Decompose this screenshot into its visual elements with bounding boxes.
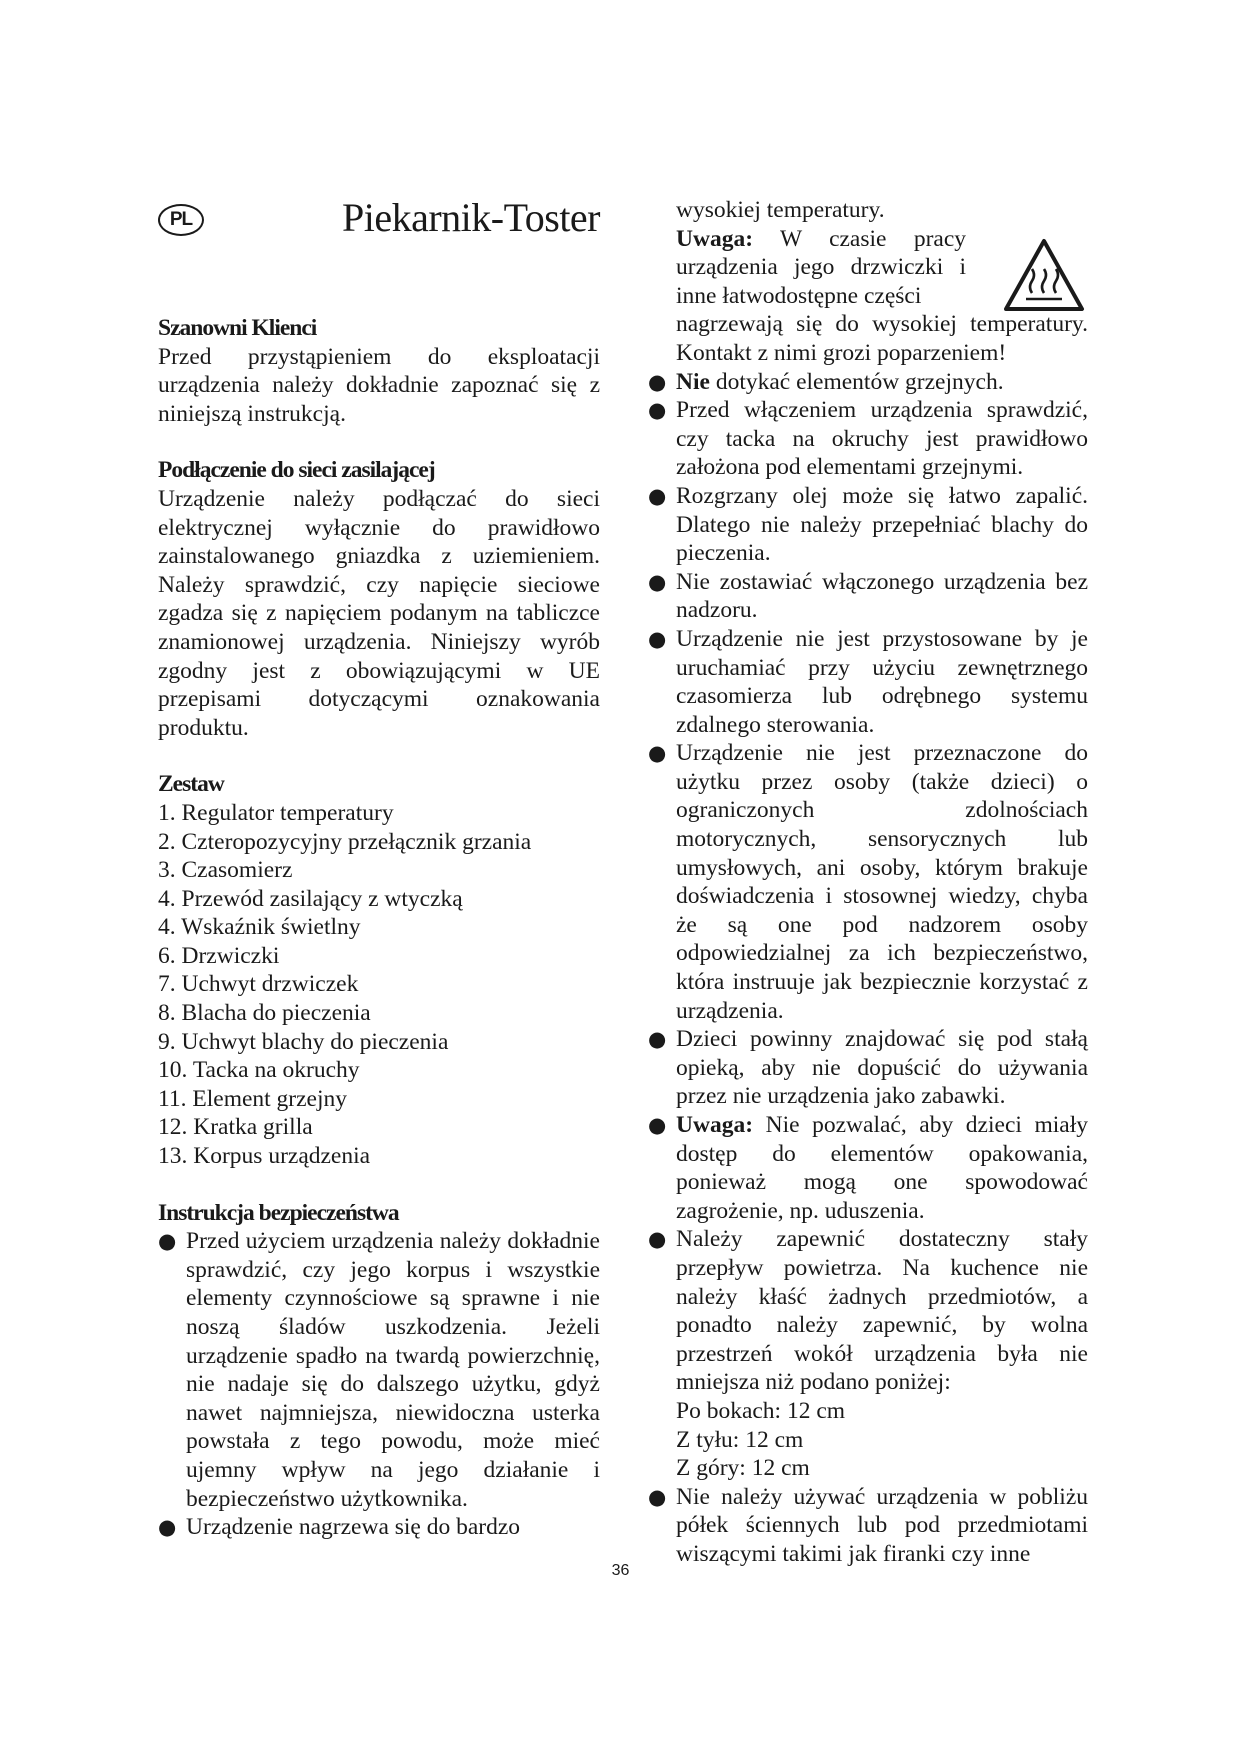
warning-text-a: W czasie pracy urządzenia jego drzwiczki i inne łatwodostępne części — [676, 225, 967, 309]
safety-item — [648, 1111, 1088, 1225]
continued-text: wysokiej temperatury. — [676, 197, 885, 223]
safety-item-text: Przed włączeniem urządzenia sprawdzić, czy tacka na okruchy jest prawidłowo założona pod elementami grzejnymi. — [676, 397, 1088, 481]
no-touch-text: dotykać elementów grzejnych. — [715, 368, 1004, 395]
no-touch-bold: Nie — [676, 368, 710, 395]
warning-text-top — [676, 225, 966, 311]
hot-surface-warning — [648, 225, 1088, 368]
kit-item: 6. Drzwiczki — [158, 942, 280, 969]
warning-label: Uwaga: — [676, 225, 754, 252]
safety-item — [648, 1225, 1088, 1482]
safety-item — [648, 396, 1088, 482]
kit-item: 1. Regulator temperatury — [158, 799, 394, 826]
clearance-line: Z góry: 12 cm — [676, 1455, 810, 1482]
kit-item: 8. Blacha do pieczenia — [158, 1000, 371, 1027]
safety-item-text: Dzieci powinny znajdować się pod stałą opieką, aby nie dopuścić do używania przez nie urządzenia jako zabawki. — [676, 1026, 1088, 1110]
safety-item — [648, 625, 1088, 739]
kit-item: 10. Tacka na okruchy — [158, 1057, 360, 1084]
page-title: Piekarnik-Toster — [341, 195, 600, 240]
bullet-icon: ● — [648, 1227, 667, 1252]
safety-item-text: Nie zostawiać włączonego urządzenia bez nadzoru. — [676, 568, 1088, 624]
safety-item-text: Nie należy używać urządzenia w pobliżu półek ściennych lub pod przedmiotami wiszącymi takimi jak firanki czy inne — [676, 1483, 1088, 1567]
bullet-icon: ● — [648, 626, 667, 651]
safety-item — [648, 1025, 1088, 1111]
power-heading: Podłączenie do sieci zasilającej — [158, 457, 435, 484]
kit-item: 13. Korpus urządzenia — [158, 1143, 371, 1170]
clearance-line: Z tyłu: 12 cm — [676, 1426, 804, 1453]
kit-item: 4. Wskaźnik świetlny — [158, 914, 361, 941]
bullet-icon: ● — [158, 1515, 177, 1540]
safety-item-text: Rozgrzany olej może się łatwo zapalić. Dlatego nie należy przepełniać blachy do pieczenia. — [676, 482, 1088, 567]
bullet-icon: ● — [648, 369, 667, 394]
bullet-icon: ● — [648, 1484, 667, 1509]
left-column — [158, 196, 600, 1542]
language-badge: PL — [158, 204, 204, 236]
bullet-icon: ● — [648, 1027, 667, 1052]
safety-item — [158, 1227, 600, 1513]
safety-item — [158, 1513, 600, 1542]
safety-item — [648, 739, 1088, 1025]
safety-item — [648, 368, 1088, 397]
kit-item: 11. Element grzejny — [158, 1085, 348, 1112]
safety-item — [648, 482, 1088, 568]
right-column — [648, 196, 1088, 1569]
hot-surface-icon — [1002, 237, 1086, 313]
kit-item: 3. Czasomierz — [158, 857, 293, 884]
bullet-icon: ● — [648, 741, 667, 766]
kit-item: 2. Czteropozycyjny przełącznik grzania — [158, 828, 532, 855]
kit-item: 9. Uchwyt blachy do pieczenia — [158, 1028, 449, 1055]
bullet-icon: ● — [648, 569, 667, 594]
kit-item: 12. Kratka grilla — [158, 1114, 313, 1141]
bullet-icon: ● — [648, 1113, 667, 1137]
kit-list — [158, 799, 600, 1171]
page-header — [158, 196, 600, 242]
safety-item — [648, 568, 1088, 625]
bullet-icon: ● — [158, 1229, 177, 1254]
safety-list-left — [158, 1227, 600, 1542]
page-number: 36 — [611, 1562, 630, 1579]
children-warning-label: Uwaga: — [676, 1112, 754, 1138]
intro-heading: Szanowni Klienci — [158, 315, 317, 341]
safety-heading: Instrukcja bezpieczeństwa — [158, 1199, 399, 1226]
kit-heading: Zestaw — [158, 771, 224, 798]
airflow-text: Należy zapewnić dostateczny stały przepływ powietrza. Na kuchence nie należy kłaść żadnych przedmiotów, a ponadto należy zapewnić, by wolna przestrzeń wokół urządzenia była nie mniejsza niż podano poniżej: — [676, 1226, 1088, 1396]
safety-list-right — [648, 368, 1088, 1569]
safety-item-text: Przed użyciem urządzenia należy dokładnie sprawdzić, czy jego korpus i wszystkie elementy czynnościowe są sprawne i nie noszą śladów uszkodzenia. Jeżeli urządzenie spadło na twardą powierzchnię, nie nadaje się do dalszego użytku, gdyż nawet najmniejsza, niewidoczna usterka powstała z tego powodu, może mieć ujemny wpływ na jego działanie i bezpieczeństwo użytkownika. — [186, 1228, 600, 1512]
safety-item-text: Urządzenie nie jest przystosowane by je uruchamiać przy użyciu zewnętrznego czasomierza lub odrębnego systemu zdalnego sterowania. — [676, 625, 1088, 738]
clearance-line: Po bokach: 12 cm — [676, 1397, 846, 1424]
kit-item: 4. Przewód zasilający z wtyczką — [158, 885, 463, 912]
power-text: Urządzenie należy podłączać do sieci elektrycznej wyłącznie do prawidłowo zainstalowanego gniazdka z uziemieniem. Należy sprawdzić, czy napięcie sieciowe zgadza się z napięciem podanym na tabliczce znamionowej urządzenia. Niniejszy wyrób zgodny jest z obowiązującymi w UE przepisami dotyczącymi oznakowania produktu. — [158, 485, 600, 741]
bullet-icon: ● — [648, 398, 667, 423]
safety-item — [648, 1483, 1088, 1569]
safety-item-text: Urządzenie nagrzewa się do bardzo — [186, 1514, 521, 1541]
intro-text: Przed przystąpieniem do eksploatacji urządzenia należy dokładnie zapoznać się z niniejszą instrukcją. — [158, 343, 600, 427]
safety-item-text: Urządzenie nie jest przeznaczone do użytku przez osoby (także dzieci) o ograniczonych zdolnościach motorycznych, sensorycznych lub umysłowych, ani osoby, którym brakuje doświadczenia i stosownej wiedzy, chyba że są one pod nadzorem osoby odpowiedzialnej za ich bezpieczeństwo, która instruuje jak bezpiecznie korzystać z urządzenia. — [676, 740, 1088, 1024]
kit-item: 7. Uchwyt drzwiczek — [158, 971, 359, 998]
bullet-icon: ● — [648, 483, 667, 508]
warning-text-b: nagrzewają się do wysokiej temperatury. Kontakt z nimi grozi poparzeniem! — [676, 311, 1088, 366]
children-warning-text: Nie pozwalać, aby dzieci miały dostęp do elementów opakowania, ponieważ mogą one spowodować zagrożenie, np. uduszenia. — [676, 1112, 1088, 1224]
